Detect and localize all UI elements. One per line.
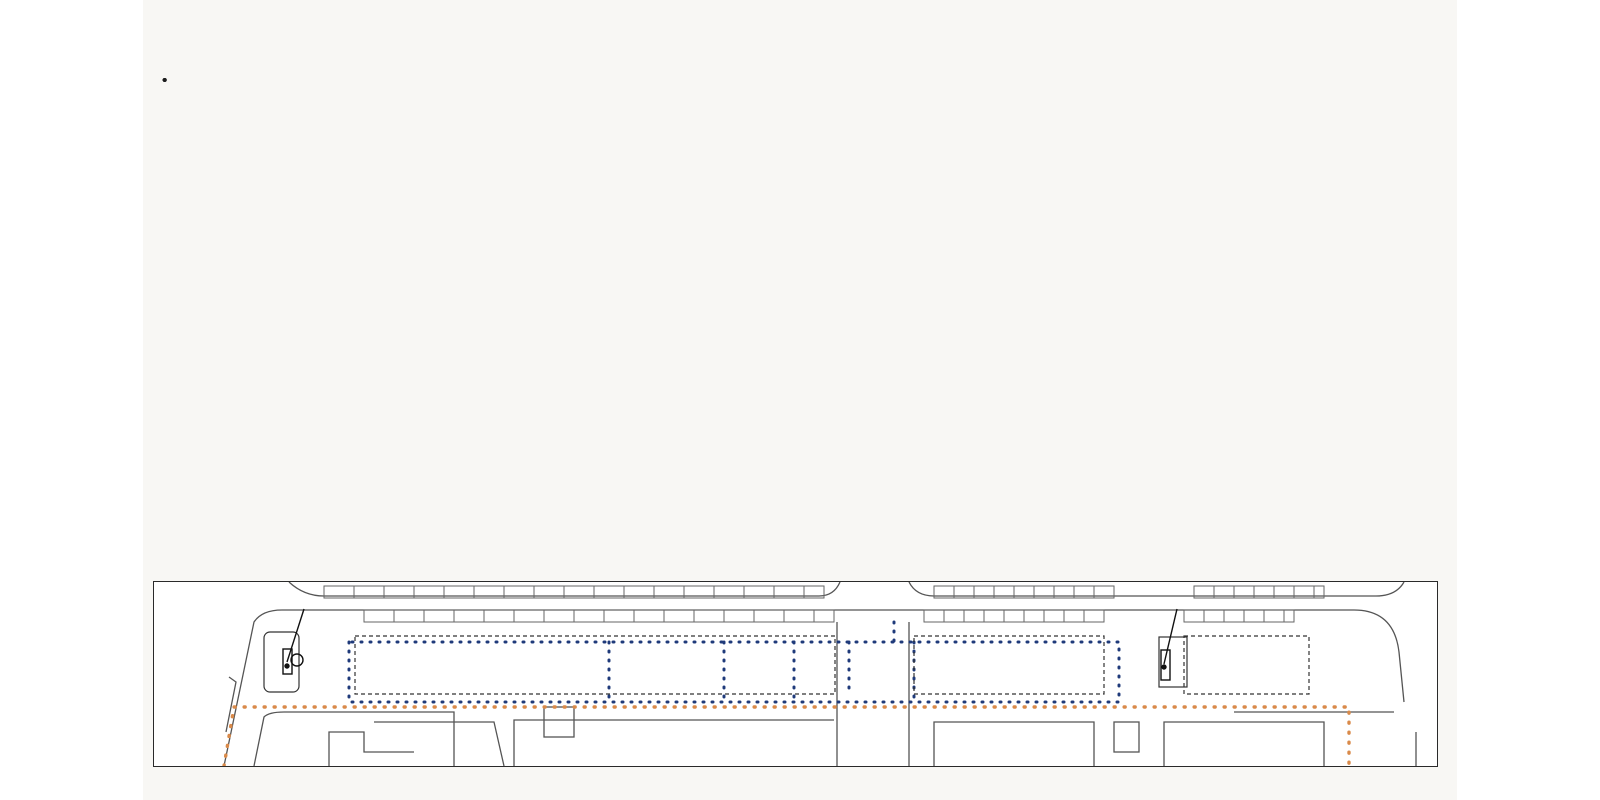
prima-body	[168, 451, 1430, 474]
site-plan-drawing	[154, 582, 1437, 766]
wc-fixtures	[283, 609, 1177, 680]
concept-body	[162, 46, 1430, 92]
public-path	[224, 707, 1349, 766]
site-plan	[153, 581, 1438, 767]
parking-strip-top-left	[324, 586, 834, 622]
market-path	[349, 622, 1119, 702]
